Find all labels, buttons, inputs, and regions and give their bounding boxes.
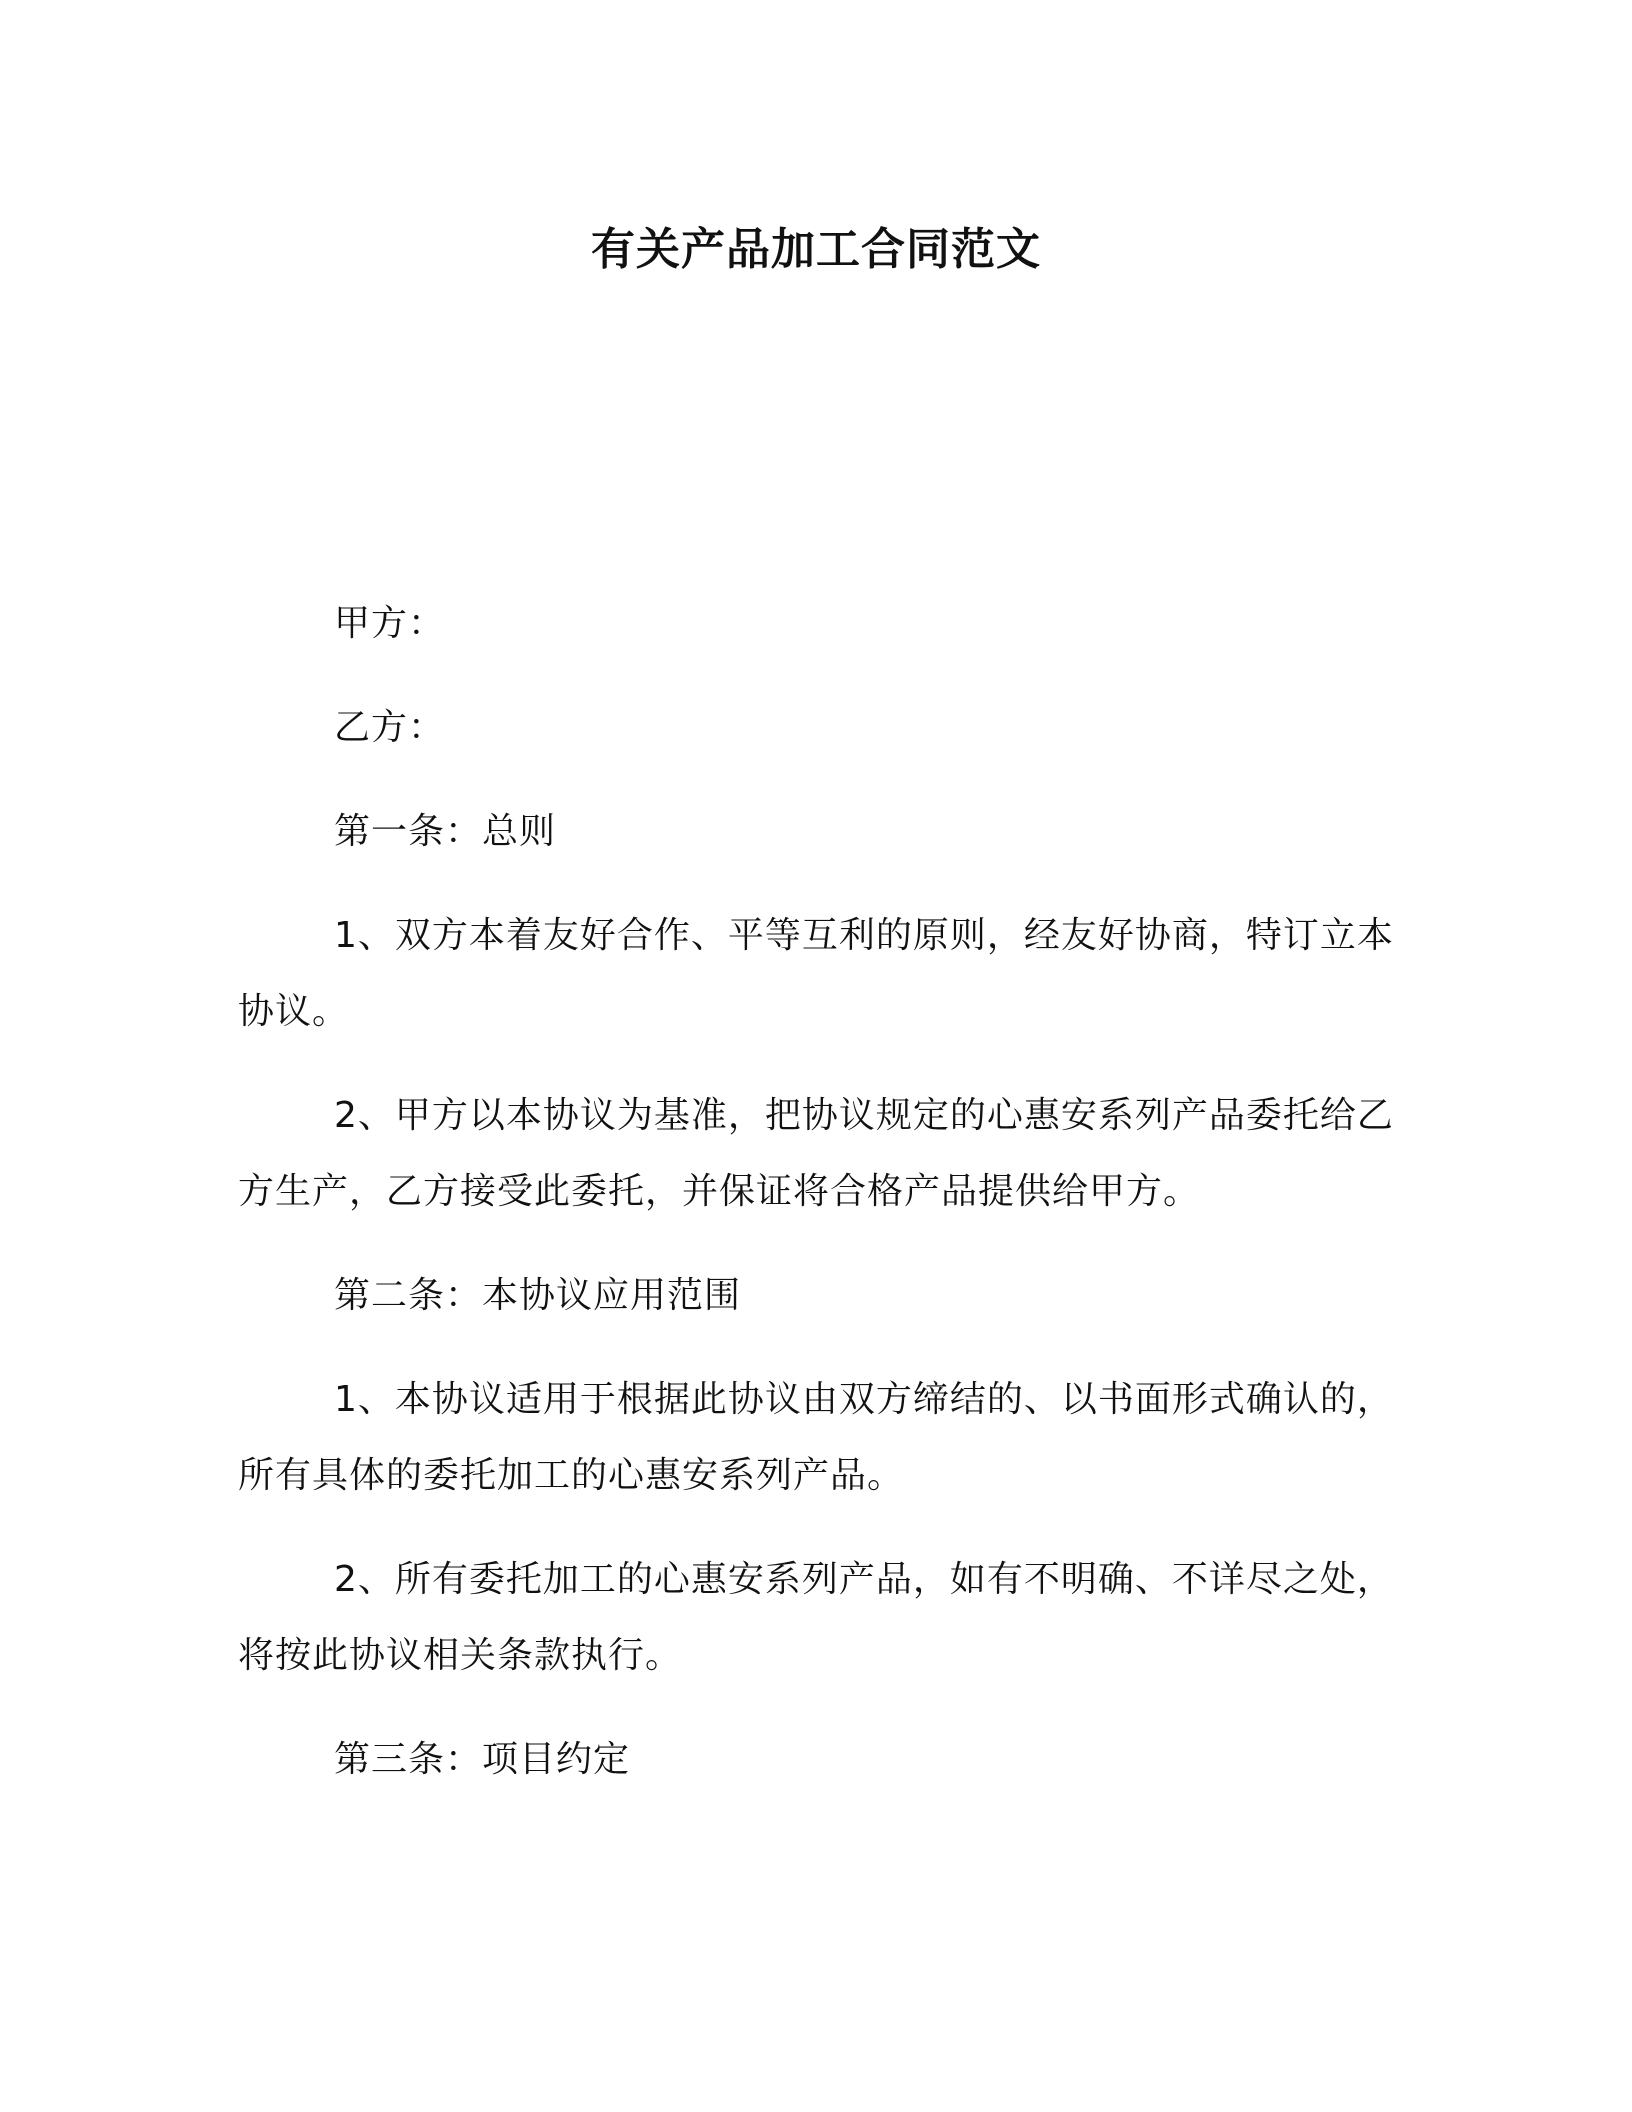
article-1-clause-2: 2、甲方以本协议为基准，把协议规定的心惠安系列产品委托给乙方生产，乙方接受此委托，并保证将合格产品提供给甲方。 xyxy=(238,1095,1394,1212)
party-b-line: 乙方： xyxy=(334,707,446,748)
document-body xyxy=(238,586,1394,1826)
article-2-clause-1: 1、本协议适用于根据此协议由双方缔结的、以书面形式确认的，所有具体的委托加工的心惠安系列产品。 xyxy=(238,1379,1394,1496)
party-a-line: 甲方： xyxy=(334,603,446,644)
article-1-heading: 第一条：总则 xyxy=(334,811,557,852)
article-1-clause-1: 1、双方本着友好合作、平等互利的原则，经友好协商，特订立本协议。 xyxy=(238,915,1394,1032)
article-3-heading: 第三条：项目约定 xyxy=(334,1739,631,1780)
article-2-heading: 第二条：本协议应用范围 xyxy=(334,1275,742,1316)
document-title: 有关产品加工合同范文 xyxy=(591,224,1041,275)
article-2-clause-2: 2、所有委托加工的心惠安系列产品，如有不明确、不详尽之处，将按此协议相关条款执行。 xyxy=(238,1559,1394,1676)
